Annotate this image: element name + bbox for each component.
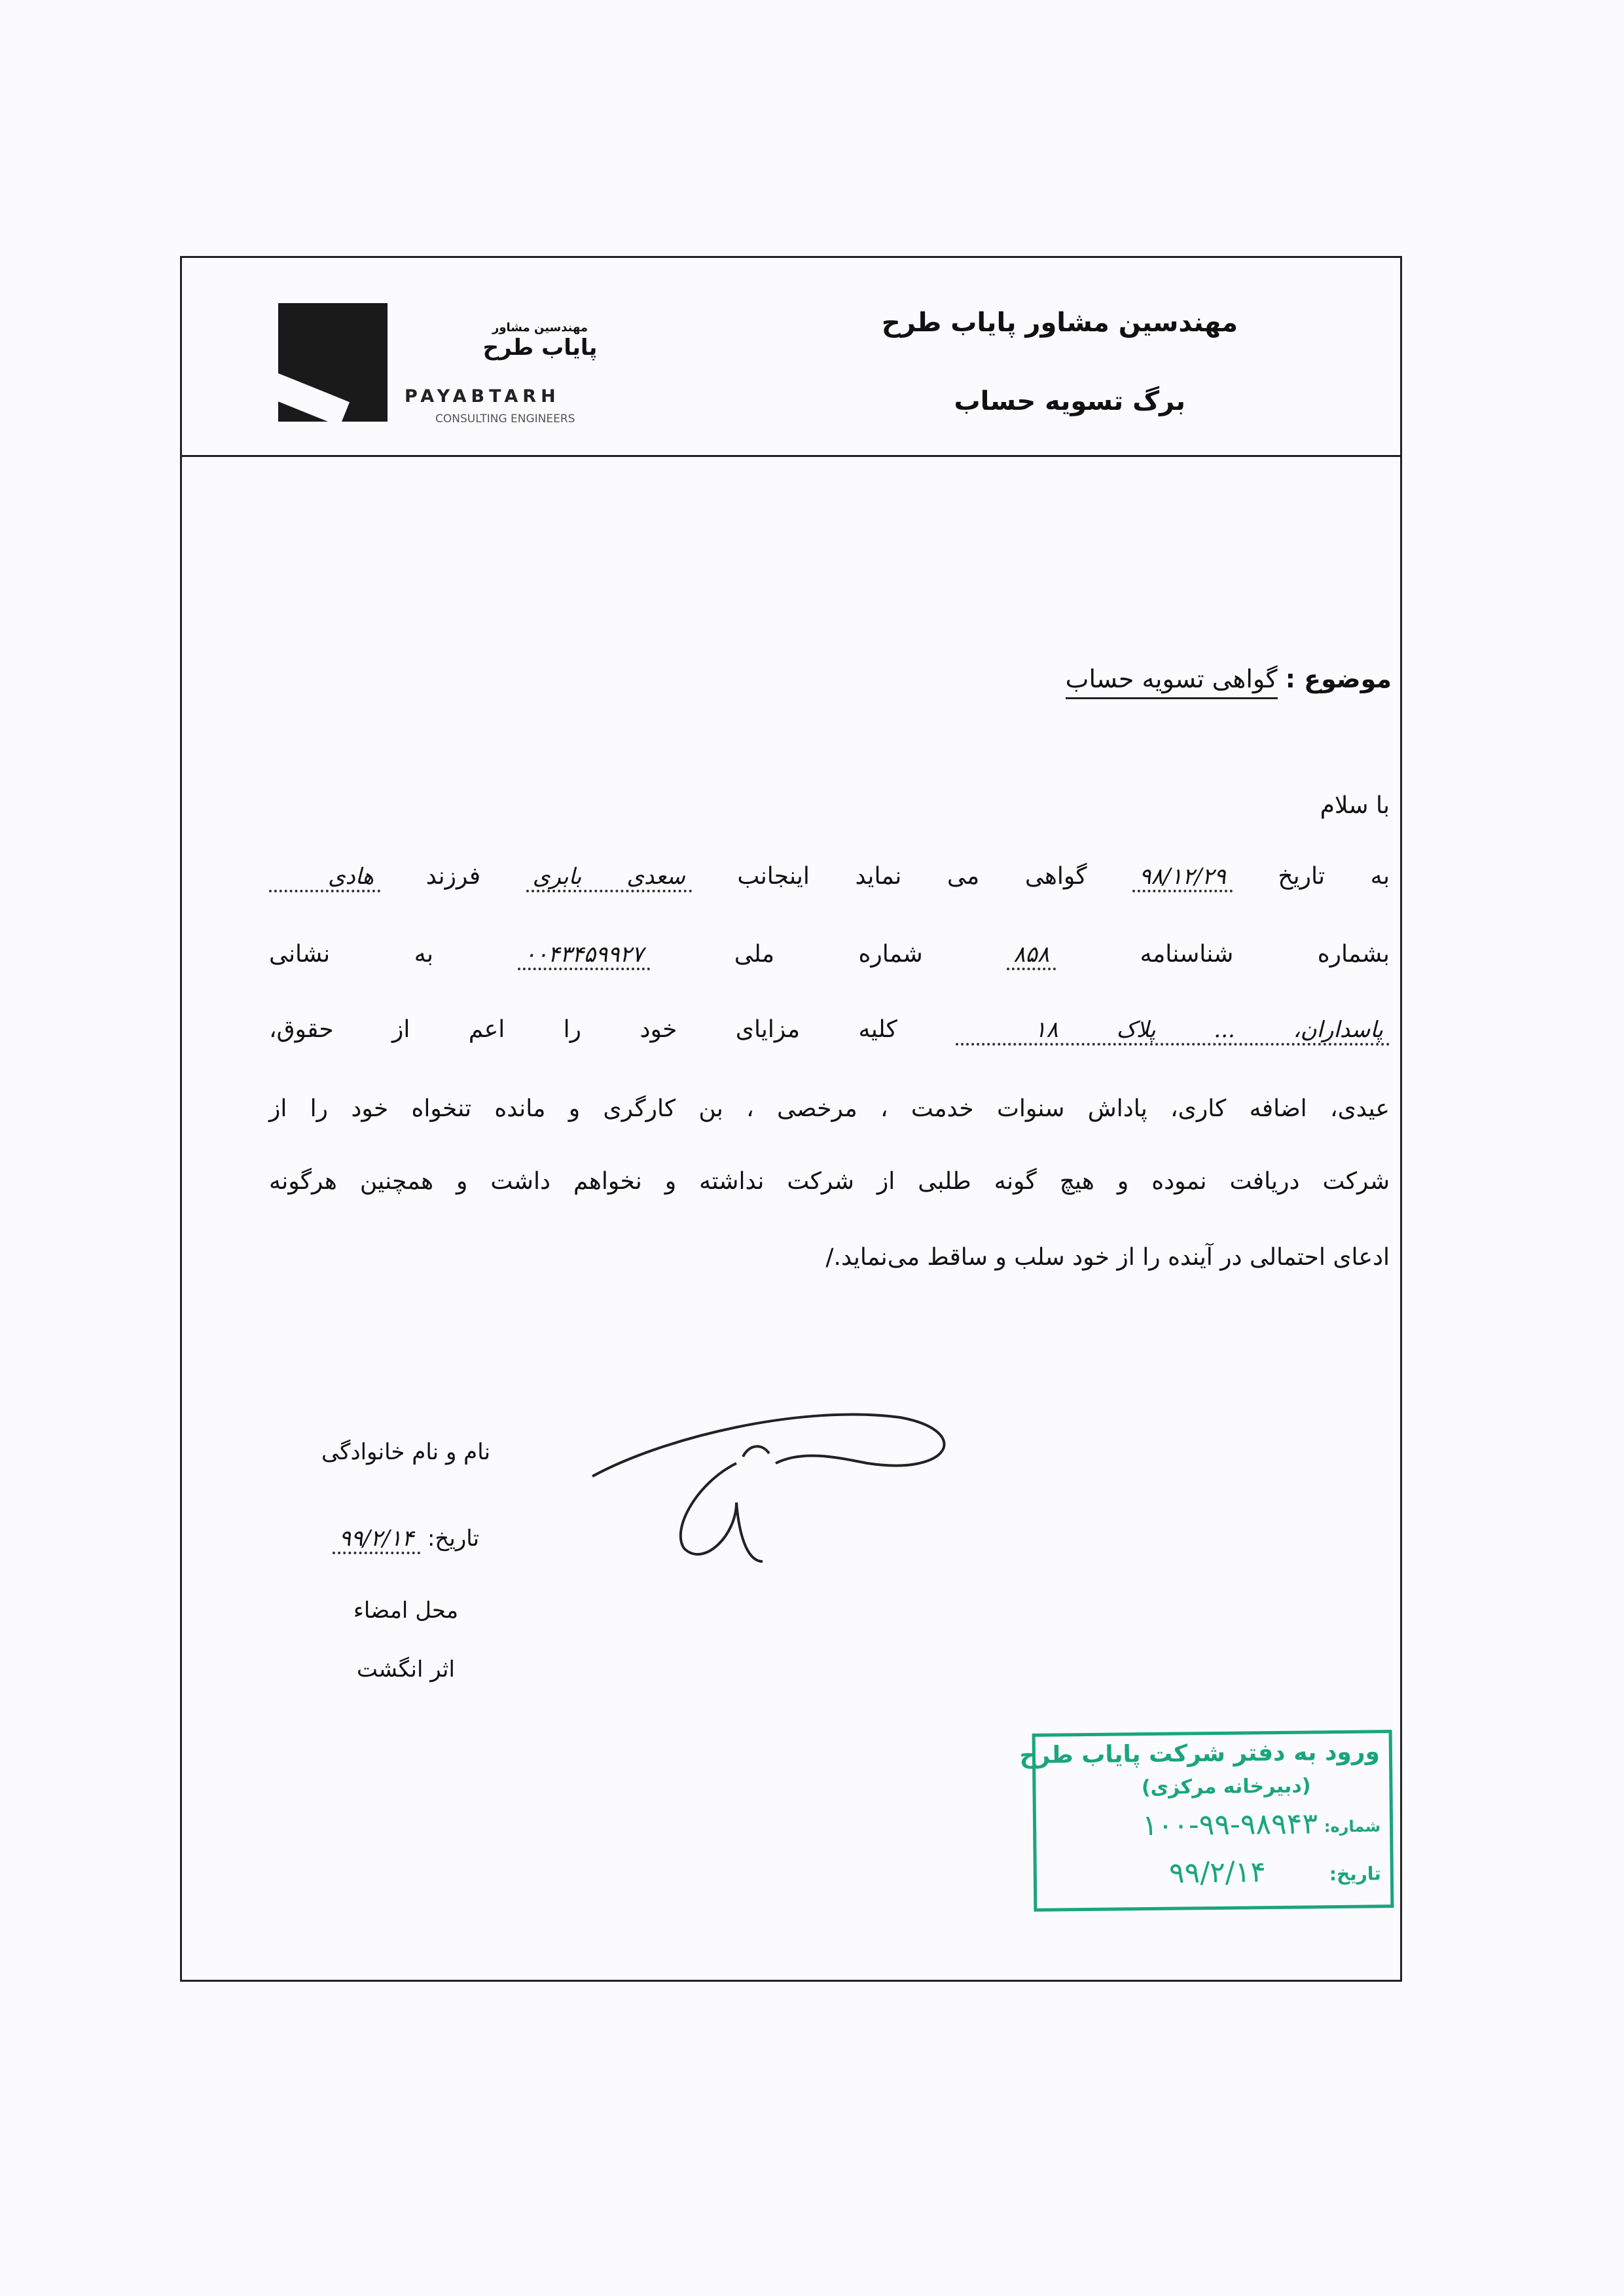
body-line-3 bbox=[269, 1016, 1390, 1043]
id-number-field: ۸۵۸ bbox=[1007, 941, 1056, 970]
stamp-number: ۱۰۰-۹۹-۹۸۹۴۳ bbox=[1142, 1807, 1318, 1843]
stamp-subtitle: (دبیرخانه مرکزی) bbox=[1141, 1774, 1311, 1800]
text: به نشانی bbox=[269, 941, 434, 968]
logo-english-sub: CONSULTING ENGINEERS bbox=[435, 412, 575, 426]
stamp-date-label: تاریخ: bbox=[1329, 1863, 1382, 1886]
company-logo-mark bbox=[278, 303, 388, 422]
father-name-field: هادی bbox=[269, 864, 380, 892]
signature-place-label: محل امضاء bbox=[353, 1597, 459, 1624]
address-field: پاسداران، ... پلاک ۱۸ bbox=[956, 1017, 1390, 1046]
body-line-5: شرکت دریافت نموده و هیچ گونه طلبی از شرکت نداشته و نخواهم داشت و همچنین هرگونه bbox=[269, 1168, 1390, 1195]
text: فرزند bbox=[425, 863, 481, 890]
company-title: مهندسین مشاور پایاب طرح bbox=[881, 308, 1238, 338]
date-label: تاریخ: bbox=[427, 1525, 480, 1552]
logo-english: PAYABTARH bbox=[405, 386, 560, 407]
date-field: ۹۸/۱۲/۲۹ bbox=[1132, 864, 1232, 892]
body-line-4: عیدی، اضافه کاری، پاداش سنوات خدمت ، مرخصی ، بن کارگری و مانده تنخواه خود را از bbox=[269, 1095, 1390, 1122]
text: بشماره شناسنامه bbox=[1140, 941, 1390, 968]
form-title: برگ تسویه حساب bbox=[954, 386, 1185, 416]
logo-persian bbox=[452, 321, 628, 361]
text: شماره ملی bbox=[734, 941, 923, 968]
text: به تاریخ bbox=[1278, 863, 1390, 890]
body-line-2 bbox=[269, 941, 1390, 968]
subject-value: گواهی تسویه حساب bbox=[1066, 665, 1278, 699]
fingerprint-label: اثر انگشت bbox=[357, 1656, 455, 1683]
stamp-number-label: شماره: bbox=[1324, 1817, 1381, 1836]
body-line-6: ادعای احتمالی در آینده را از خود سلب و ساقط می‌نماید./ bbox=[825, 1244, 1390, 1271]
national-id-field: ۰۰۴۳۴۵۹۹۲۷ bbox=[518, 941, 651, 970]
name-field: سعدی بابری bbox=[526, 864, 692, 892]
text: گواهی می نماید اینجانب bbox=[737, 863, 1087, 890]
subject-label: موضوع : bbox=[1285, 665, 1392, 693]
header-divider bbox=[180, 455, 1402, 457]
body-line-1 bbox=[269, 863, 1390, 890]
greeting: با سلام bbox=[1320, 792, 1390, 819]
stamp-title: ورود به دفتر شرکت پایاب طرح bbox=[1019, 1738, 1380, 1770]
handwritten-signature bbox=[586, 1391, 965, 1581]
registry-stamp bbox=[1019, 1730, 1394, 1912]
text: کلیه مزایای خود را اعم از حقوق، bbox=[269, 1016, 897, 1043]
signature-date-field: ۹۹/۲/۱۴ bbox=[333, 1525, 420, 1554]
logo-subtitle: مهندسین مشاور bbox=[492, 321, 588, 335]
stamp-date: ۹۹/۲/۱۴ bbox=[1168, 1855, 1267, 1890]
name-label: نام و نام خانوادگی bbox=[321, 1439, 491, 1465]
date-row bbox=[275, 1525, 537, 1552]
logo-name: پایاب طرح bbox=[482, 335, 598, 361]
subject bbox=[1066, 665, 1392, 693]
